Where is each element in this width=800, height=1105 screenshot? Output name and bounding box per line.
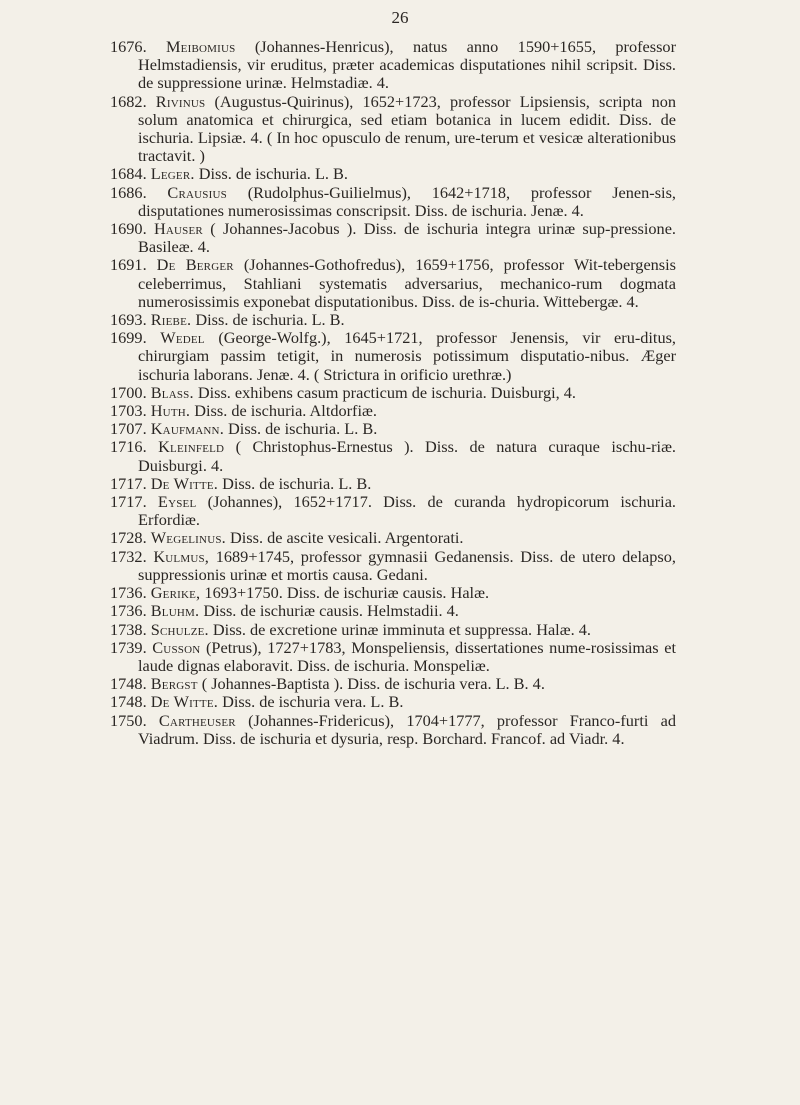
entry-year: 1728. xyxy=(110,528,147,548)
bibliography-entry xyxy=(110,584,676,602)
entry-author: Gerike, xyxy=(150,583,201,603)
entry-author: Bluhm. xyxy=(150,601,200,621)
entry-year: 1707. xyxy=(110,419,147,439)
entry-year: 1691. xyxy=(110,255,147,275)
entry-text: ( Christophus-Ernestus ). Diss. de natura curaque ischu-riæ. Duisburgi. 4. xyxy=(138,437,676,475)
bibliography-entry xyxy=(110,220,676,256)
entry-year: 1693. xyxy=(110,310,147,330)
bibliography-entry xyxy=(110,402,676,420)
entry-text: Diss. de ischuria. L. B. xyxy=(198,164,348,184)
entry-year: 1732. xyxy=(110,546,147,566)
entry-author: Rivinus xyxy=(155,91,206,111)
entry-text: Diss. de ischuria. Altdorfiæ. xyxy=(194,401,377,421)
bibliography-entry xyxy=(110,475,676,493)
entry-year: 1690. xyxy=(110,219,147,239)
bibliography-entry xyxy=(110,693,676,711)
entry-year: 1717. xyxy=(110,473,147,493)
bibliography-entry xyxy=(110,529,676,547)
entry-text: 1689+1745, professor gymnasii Gedanensis. Diss. de utero delapso, suppressionis urinæ et mortis causa. Gedani. xyxy=(138,546,676,584)
entry-author: Leger. xyxy=(150,164,195,184)
page-number: 26 xyxy=(391,8,409,27)
entry-year: 1682. xyxy=(110,91,147,111)
entry-year: 1748. xyxy=(110,674,147,694)
entry-author: Cusson xyxy=(152,637,201,657)
entry-author: Eysel xyxy=(157,492,197,512)
bibliography-entry xyxy=(110,93,676,166)
entry-author: De Witte. xyxy=(150,473,219,493)
entry-author: De Berger xyxy=(156,255,234,275)
entry-text: (Petrus), 1727+1783, Monspeliensis, dissertationes nume-rosissimas et laude dignas elaboravit. Diss. de ischuria. Monspeliæ. xyxy=(138,637,676,675)
bibliography-list xyxy=(110,38,676,748)
entry-text: Diss. de ischuria. L. B. xyxy=(195,310,345,330)
bibliography-entry xyxy=(110,548,676,584)
entry-author: Cartheuser xyxy=(158,710,236,730)
entry-year: 1686. xyxy=(110,182,147,202)
entry-text: (Johannes), 1652+1717. Diss. de curanda hydropicorum ischuria. Erfordiæ. xyxy=(138,492,677,530)
entry-author: Riebe. xyxy=(150,310,192,330)
bibliography-entry xyxy=(110,438,676,474)
entry-text: (Augustus-Quirinus), 1652+1723, professor Lipsiensis, scripta non solum anatomica et chirurgica, sed etiam botanica in lucem edidit. Diss. de ischuria. Lipsiæ. 4. ( In hoc opusculo de renum, ure-terum et vesicæ alterationibus tractavit. ) xyxy=(138,91,676,166)
entry-author: Kulmus, xyxy=(153,546,210,566)
entry-year: 1736. xyxy=(110,583,147,603)
entry-text: 1693+1750. Diss. de ischuriæ causis. Halæ. xyxy=(204,583,490,603)
bibliography-entry xyxy=(110,384,676,402)
entry-year: 1700. xyxy=(110,382,147,402)
entry-year: 1717. xyxy=(110,492,147,512)
entry-author: Meibomius xyxy=(166,37,236,56)
bibliography-entry xyxy=(110,639,676,675)
entry-year: 1738. xyxy=(110,619,147,639)
bibliography-entry xyxy=(110,311,676,329)
bibliography-entry xyxy=(110,420,676,438)
entry-author: Huth. xyxy=(150,401,191,421)
entry-year: 1736. xyxy=(110,601,147,621)
entry-text: (Johannes-Henricus), natus anno 1590+1655, professor Helmstadiensis, vir eruditus, præter academicas disputationes nihil scripsit. Diss. de suppressione urinæ. Helmstadiæ. 4. xyxy=(138,37,676,93)
entry-text: Diss. de ascite vesicali. Argentorati. xyxy=(230,528,464,548)
entry-year: 1739. xyxy=(110,637,147,657)
entry-author: Blass. xyxy=(150,382,194,402)
entry-year: 1716. xyxy=(110,437,147,457)
bibliography-entry xyxy=(110,256,676,311)
bibliography-entry xyxy=(110,493,676,529)
entry-author: Wedel xyxy=(160,328,205,348)
entry-text: Diss. de excretione urinæ imminuta et suppressa. Halæ. 4. xyxy=(212,619,591,639)
entry-author: Bergst xyxy=(150,674,198,694)
entry-year: 1676. xyxy=(110,37,147,56)
entry-text: Diss. de ischuria vera. L. B. xyxy=(222,692,404,712)
bibliography-entry xyxy=(110,675,676,693)
entry-text: (Johannes-Gothofredus), 1659+1756, professor Wit-tebergensis celeberrimus, Stahliani systematis adversarius, mechanico-rum dogmata numerosissimis exponebat disputationibus. Diss. de is-churia. Wittebergæ. 4. xyxy=(138,255,677,311)
bibliography-entry xyxy=(110,38,676,93)
entry-author: Kaufmann. xyxy=(150,419,224,439)
entry-year: 1748. xyxy=(110,692,147,712)
entry-author: Schulze. xyxy=(150,619,209,639)
bibliography-entry xyxy=(110,165,676,183)
entry-author: Wegelinus. xyxy=(150,528,226,548)
bibliography-entry xyxy=(110,602,676,620)
entry-year: 1699. xyxy=(110,328,147,348)
entry-text: (Rudolphus-Guilielmus), 1642+1718, professor Jenen-sis, disputationes numerosissimas conscripsit. Diss. de ischuria. Jenæ. 4. xyxy=(138,182,676,220)
entry-text: Diss. de ischuria. L. B. xyxy=(228,419,378,439)
entry-author: Hauser xyxy=(153,219,203,239)
entry-text: Diss. de ischuria. L. B. xyxy=(222,473,372,493)
entry-text: Diss. de ischuriæ causis. Helmstadii. 4. xyxy=(203,601,459,621)
entry-author: De Witte. xyxy=(150,692,219,712)
entry-author: Crausius xyxy=(167,182,227,202)
entry-author: Kleinfeld xyxy=(158,437,225,457)
entry-year: 1703. xyxy=(110,401,147,421)
bibliography-entry xyxy=(110,329,676,384)
bibliography-entry xyxy=(110,712,676,748)
entry-text: Diss. exhibens casum practicum de ischuria. Duisburgi, 4. xyxy=(197,382,576,402)
bibliography-entry xyxy=(110,184,676,220)
entry-text: ( Johannes-Jacobus ). Diss. de ischuria integra urinæ sup-pressione. Basileæ. 4. xyxy=(138,219,676,257)
entry-text: (George-Wolfg.), 1645+1721, professor Jenensis, vir eru-ditus, chirurgiam passim tetigit, in numerosis potissimum disputatio-nibus. Æger ischuria laborans. Jenæ. 4. ( Strictura in orificio urethræ.) xyxy=(138,328,676,384)
entry-text: ( Johannes-Baptista ). Diss. de ischuria vera. L. B. 4. xyxy=(201,674,545,694)
entry-year: 1750. xyxy=(110,710,147,730)
bibliography-entry xyxy=(110,621,676,639)
entry-year: 1684. xyxy=(110,164,147,184)
entry-text: (Johannes-Fridericus), 1704+1777, professor Franco-furti ad Viadrum. Diss. de ischuria et dysuria, resp. Borchard. Francof. ad Viadr. 4. xyxy=(138,710,676,748)
